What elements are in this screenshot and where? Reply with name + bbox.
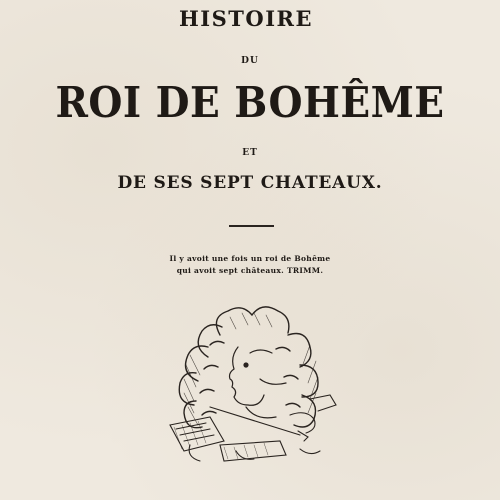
title-du: DU <box>241 56 259 66</box>
title-et: ET <box>242 148 258 158</box>
title-roi-de-boheme: ROI DE BOHÊME <box>55 78 445 127</box>
epigraph-line-2: qui avoit sept châteaux. TRIMM. <box>176 266 324 275</box>
title-sept-chateaux: DE SES SEPT CHATEAUX. <box>117 173 383 193</box>
engraved-vignette-icon <box>150 295 350 475</box>
epigraph-line-1: Il y avoit une fois un roi de Bohême <box>169 254 331 263</box>
title-histoire: HISTOIRE <box>178 6 314 31</box>
title-rule-divider <box>229 225 274 227</box>
